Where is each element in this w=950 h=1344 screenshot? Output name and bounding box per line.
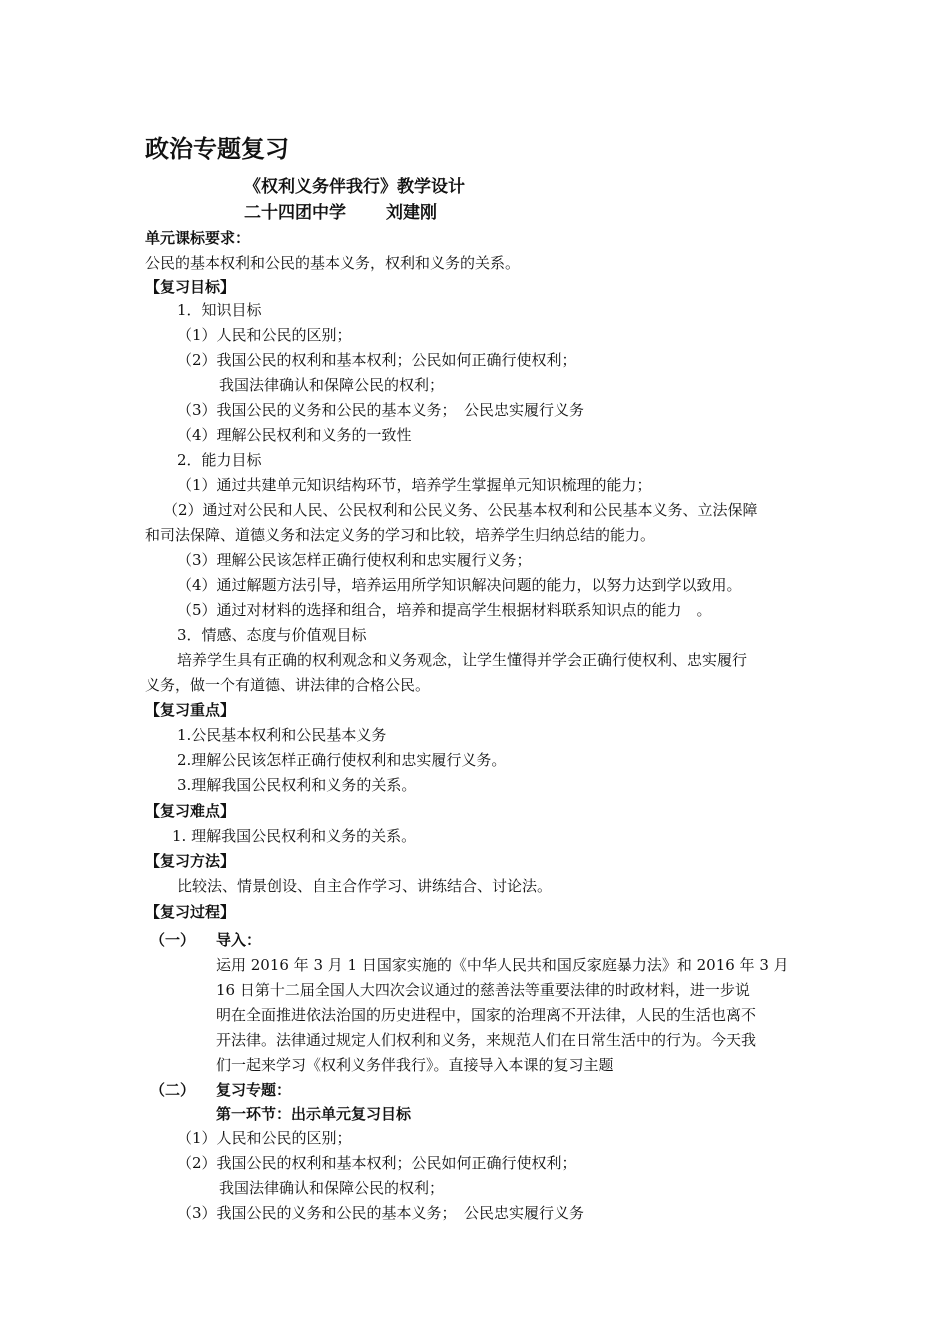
method-text: 比较法、情景创设、自主合作学习、讲练结合、讨论法。 <box>177 877 553 895</box>
intro-text: 运用 2016 年 3 月 1 日国家实施的《中华人民共和国反家庭暴力法》和 2016 年 3 月 <box>216 956 789 974</box>
section-number: （一） <box>150 931 196 949</box>
school-name: 二十四团中学 <box>244 203 346 223</box>
focus-item: 3.理解我国公民权利和义务的关系。 <box>177 776 417 794</box>
ability-item: （1）通过共建单元知识结构环节，培养学生掌握单元知识梳理的能力； <box>177 476 652 494</box>
emotion-goal-title: 3．情感、态度与价值观目标 <box>177 626 367 644</box>
difficulty-heading: 【复习难点】 <box>145 802 236 820</box>
intro-text: 们一起来学习《权利义务伴我行》。直接导入本课的复习主题 <box>216 1056 614 1074</box>
intro-text: 明在全面推进依法治国的历史进程中，国家的治理离不开法律，人民的生活也离不 <box>216 1006 757 1024</box>
section-number: （二） <box>150 1081 196 1099</box>
knowledge-item: （2）我国公民的权利和基本权利；公民如何正确行使权利； <box>177 351 577 369</box>
method-heading: 【复习方法】 <box>145 852 236 870</box>
goals-heading: 【复习目标】 <box>145 278 236 296</box>
knowledge-item-cont: 我国法律确认和保障公民的权利； <box>219 376 445 394</box>
review-item: （1）人民和公民的区别； <box>177 1129 352 1147</box>
intro-text: 16 日第十二届全国人大四次会议通过的慈善法等重要法律的时政材料，进一步说 <box>216 981 750 999</box>
author-name: 刘建刚 <box>386 203 437 223</box>
section-title: 复习专题： <box>216 1081 292 1099</box>
process-heading: 【复习过程】 <box>145 903 236 921</box>
unit-requirement-text: 公民的基本权利和公民的基本义务，权利和义务的关系。 <box>145 254 521 272</box>
knowledge-goal-title: 1．知识目标 <box>177 301 262 319</box>
review-item: （3）我国公民的义务和公民的基本义务； 公民忠实履行义务 <box>177 1204 585 1222</box>
ability-item-cont: 和司法保障、道德义务和法定义务的学习和比较，培养学生归纳总结的能力。 <box>145 526 656 544</box>
difficulty-item: 1. 理解我国公民权利和义务的关系。 <box>172 827 417 845</box>
document-subtitle: 《权利义务伴我行》教学设计 <box>244 177 465 197</box>
review-item-cont: 我国法律确认和保障公民的权利； <box>219 1179 445 1197</box>
step-title: 第一环节：出示单元复习目标 <box>216 1105 412 1123</box>
ability-goal-title: 2．能力目标 <box>177 451 262 469</box>
emotion-goal-text-cont: 义务，做一个有道德、讲法律的合格公民。 <box>145 676 431 694</box>
review-item: （2）我国公民的权利和基本权利；公民如何正确行使权利； <box>177 1154 577 1172</box>
knowledge-item: （4）理解公民权利和义务的一致性 <box>177 426 412 444</box>
emotion-goal-text: 培养学生具有正确的权利观念和义务观念，让学生懂得并学会正确行使权利、忠实履行 <box>177 651 748 669</box>
page-title: 政治专题复习 <box>145 135 289 163</box>
knowledge-item: （1）人民和公民的区别； <box>177 326 352 344</box>
knowledge-item: （3）我国公民的义务和公民的基本义务； 公民忠实履行义务 <box>177 401 585 419</box>
unit-requirement-label: 单元课标要求： <box>145 229 251 247</box>
focus-item: 1.公民基本权利和公民基本义务 <box>177 726 387 744</box>
focus-heading: 【复习重点】 <box>145 701 236 719</box>
focus-item: 2.理解公民该怎样正确行使权利和忠实履行义务。 <box>177 751 507 769</box>
ability-item: （5）通过对材料的选择和组合，培养和提高学生根据材料联系知识点的能力 。 <box>177 601 712 619</box>
ability-item: （3）理解公民该怎样正确行使权利和忠实履行义务； <box>177 551 532 569</box>
ability-item: （2）通过对公民和人民、公民权利和公民义务、公民基本权利和公民基本义务、立法保障 <box>163 501 758 519</box>
ability-item: （4）通过解题方法引导，培养运用所学知识解决问题的能力，以努力达到学以致用。 <box>177 576 742 594</box>
section-title: 导入： <box>216 931 262 949</box>
intro-text: 开法律。法律通过规定人们权利和义务，来规范人们在日常生活中的行为。今天我 <box>216 1031 757 1049</box>
